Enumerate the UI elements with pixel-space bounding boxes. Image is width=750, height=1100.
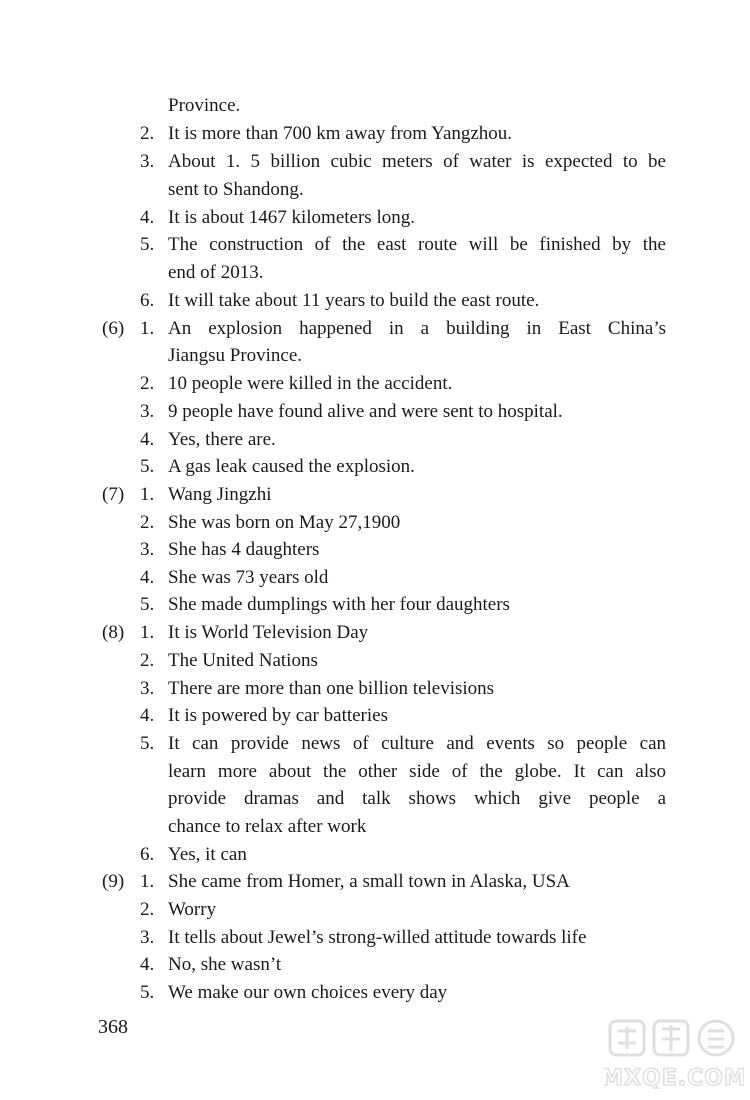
item-number: 1. bbox=[140, 484, 155, 505]
answer-line: chance to relax after work bbox=[168, 816, 367, 837]
item-number: 3. bbox=[140, 401, 155, 422]
answer-line: Province. bbox=[168, 95, 241, 116]
answer-line: It is more than 700 km away from Yangzhou. bbox=[168, 123, 513, 144]
item-number: 4. bbox=[140, 705, 155, 726]
answer-line: 10 people were killed in the accident. bbox=[168, 373, 453, 394]
item-number: 4. bbox=[140, 207, 155, 228]
item-number: 4. bbox=[140, 567, 155, 588]
group-label-9: (9) bbox=[102, 871, 125, 892]
answer-line: She came from Homer, a small town in Alaska, USA bbox=[168, 871, 570, 892]
answer-line: She was 73 years old bbox=[168, 567, 329, 588]
item-number: 2. bbox=[140, 373, 155, 394]
item-number: 4. bbox=[140, 954, 155, 975]
item-number: 5. bbox=[140, 982, 155, 1003]
item-number: 2. bbox=[140, 899, 155, 920]
answer-line: end of 2013. bbox=[168, 262, 264, 283]
item-number: 1. bbox=[140, 318, 155, 339]
answer-line: 9 people have found alive and were sent to hospital. bbox=[168, 401, 563, 422]
answer-line: Worry bbox=[168, 899, 217, 920]
group-label-6: (6) bbox=[102, 318, 125, 339]
answer-line: It is about 1467 kilometers long. bbox=[168, 207, 415, 228]
answer-line: Yes, it can bbox=[168, 844, 247, 865]
answer-line: It can provide news of culture and events so people can bbox=[168, 733, 666, 754]
item-number: 5. bbox=[140, 594, 155, 615]
answer-line: We make our own choices every day bbox=[168, 982, 448, 1003]
answer-line: provide dramas and talk shows which give people a bbox=[168, 788, 666, 809]
item-number: 4. bbox=[140, 429, 155, 450]
item-number: 5. bbox=[140, 733, 155, 754]
group-label-8: (8) bbox=[102, 622, 125, 643]
answer-line: It is World Television Day bbox=[168, 622, 369, 643]
svg-text:MXQE.COM: MXQE.COM bbox=[604, 1066, 744, 1091]
item-number: 2. bbox=[140, 123, 155, 144]
answer-line: The United Nations bbox=[168, 650, 318, 671]
answer-line: It is powered by car batteries bbox=[168, 705, 388, 726]
answer-line: It will take about 11 years to build the east route. bbox=[168, 290, 540, 311]
answer-line: The construction of the east route will be finished by the bbox=[168, 234, 666, 255]
item-number: 6. bbox=[140, 290, 155, 311]
answer-line: Wang Jingzhi bbox=[168, 484, 272, 505]
answer-line: She made dumplings with her four daughters bbox=[168, 594, 510, 615]
answer-line: Jiangsu Province. bbox=[168, 345, 303, 366]
item-number: 1. bbox=[140, 622, 155, 643]
item-number: 5. bbox=[140, 456, 155, 477]
item-number: 5. bbox=[140, 234, 155, 255]
answer-line: learn more about the other side of the globe. It can also bbox=[168, 761, 666, 782]
watermark-logo bbox=[604, 1017, 744, 1095]
item-number: 2. bbox=[140, 512, 155, 533]
item-number: 3. bbox=[140, 151, 155, 172]
answer-line: She was born on May 27,1900 bbox=[168, 512, 401, 533]
item-number: 6. bbox=[140, 844, 155, 865]
answer-line: An explosion happened in a building in East China’s bbox=[168, 318, 666, 339]
item-number: 3. bbox=[140, 539, 155, 560]
answer-line: Yes, there are. bbox=[168, 429, 276, 450]
answer-line: About 1. 5 billion cubic meters of water is expected to be bbox=[168, 151, 666, 172]
answer-line: No, she wasn’t bbox=[168, 954, 282, 975]
group-label-7: (7) bbox=[102, 484, 125, 505]
page-number: 368 bbox=[98, 1016, 128, 1038]
answer-line: It tells about Jewel’s strong-willed attitude towards life bbox=[168, 927, 587, 948]
item-number: 3. bbox=[140, 678, 155, 699]
answer-line: She has 4 daughters bbox=[168, 539, 320, 560]
answer-line: sent to Shandong. bbox=[168, 179, 304, 200]
item-number: 2. bbox=[140, 650, 155, 671]
answer-line: A gas leak caused the explosion. bbox=[168, 456, 415, 477]
item-number: 3. bbox=[140, 927, 155, 948]
answer-line: There are more than one billion televisions bbox=[168, 678, 495, 699]
item-number: 1. bbox=[140, 871, 155, 892]
